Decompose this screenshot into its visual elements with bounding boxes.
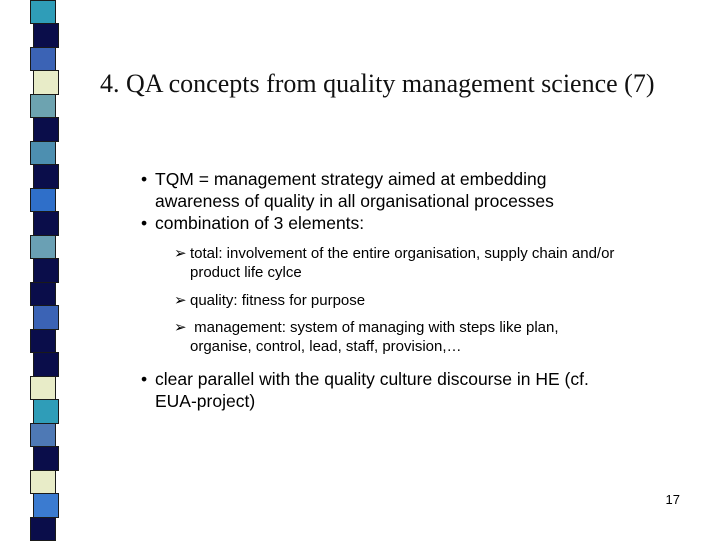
stripe-block xyxy=(33,352,59,376)
bullet-dot-icon: • xyxy=(141,169,148,189)
stripe-block xyxy=(33,305,59,329)
stripe-block xyxy=(33,117,59,141)
bullet-1 xyxy=(141,168,554,212)
bullet-1-line-2: awareness of quality in all organisational processes xyxy=(155,191,554,211)
stripe-block xyxy=(30,0,56,24)
bullet-dot-icon: • xyxy=(141,213,148,233)
sub-bullet-3-line-1: management: system of managing with steps like plan, xyxy=(190,319,559,336)
stripe-block xyxy=(30,188,56,212)
bullet-2 xyxy=(141,212,365,234)
sub-bullet-1-line-2: product life cylce xyxy=(190,264,302,281)
stripe-block xyxy=(30,376,56,400)
bullet-3-line-2: EUA-project) xyxy=(155,391,256,411)
sub-bullet-2-line-1: quality: fitness for purpose xyxy=(190,292,366,309)
bullet-3-line-1: clear parallel with the quality culture discourse in HE (cf. xyxy=(155,369,589,389)
bullet-2-line-1: combination of 3 elements: xyxy=(155,213,365,233)
arrow-bullet-icon: ➢ xyxy=(174,319,187,336)
decorative-stripe xyxy=(0,0,70,540)
stripe-block xyxy=(33,258,59,282)
stripe-block xyxy=(33,164,59,188)
stripe-block xyxy=(30,47,56,71)
stripe-block xyxy=(33,446,59,470)
stripe-block xyxy=(33,493,59,517)
sub-bullet-1 xyxy=(174,244,615,282)
sub-bullet-3-line-2: organise, control, lead, staff, provision,… xyxy=(190,338,462,355)
sub-bullet-3 xyxy=(174,318,559,356)
stripe-block xyxy=(33,70,59,94)
bullet-3 xyxy=(141,368,589,412)
stripe-block xyxy=(30,423,56,447)
arrow-bullet-icon: ➢ xyxy=(174,292,187,309)
stripe-block xyxy=(30,141,56,165)
stripe-block xyxy=(30,517,56,541)
stripe-block xyxy=(33,23,59,47)
stripe-block xyxy=(30,235,56,259)
stripe-block xyxy=(30,470,56,494)
slide-title: 4. QA concepts from quality management science (7) xyxy=(100,69,655,98)
page-number: 17 xyxy=(665,492,680,507)
sub-bullet-2 xyxy=(174,291,366,310)
stripe-block xyxy=(30,282,56,306)
arrow-bullet-icon: ➢ xyxy=(174,245,187,262)
stripe-block xyxy=(30,94,56,118)
sub-bullet-1-line-1: total: involvement of the entire organisation, supply chain and/or xyxy=(190,245,615,262)
stripe-block xyxy=(33,211,59,235)
bullet-dot-icon: • xyxy=(141,369,148,389)
stripe-block xyxy=(33,399,59,423)
stripe-block xyxy=(30,329,56,353)
bullet-1-line-1: TQM = management strategy aimed at embedding xyxy=(155,169,547,189)
